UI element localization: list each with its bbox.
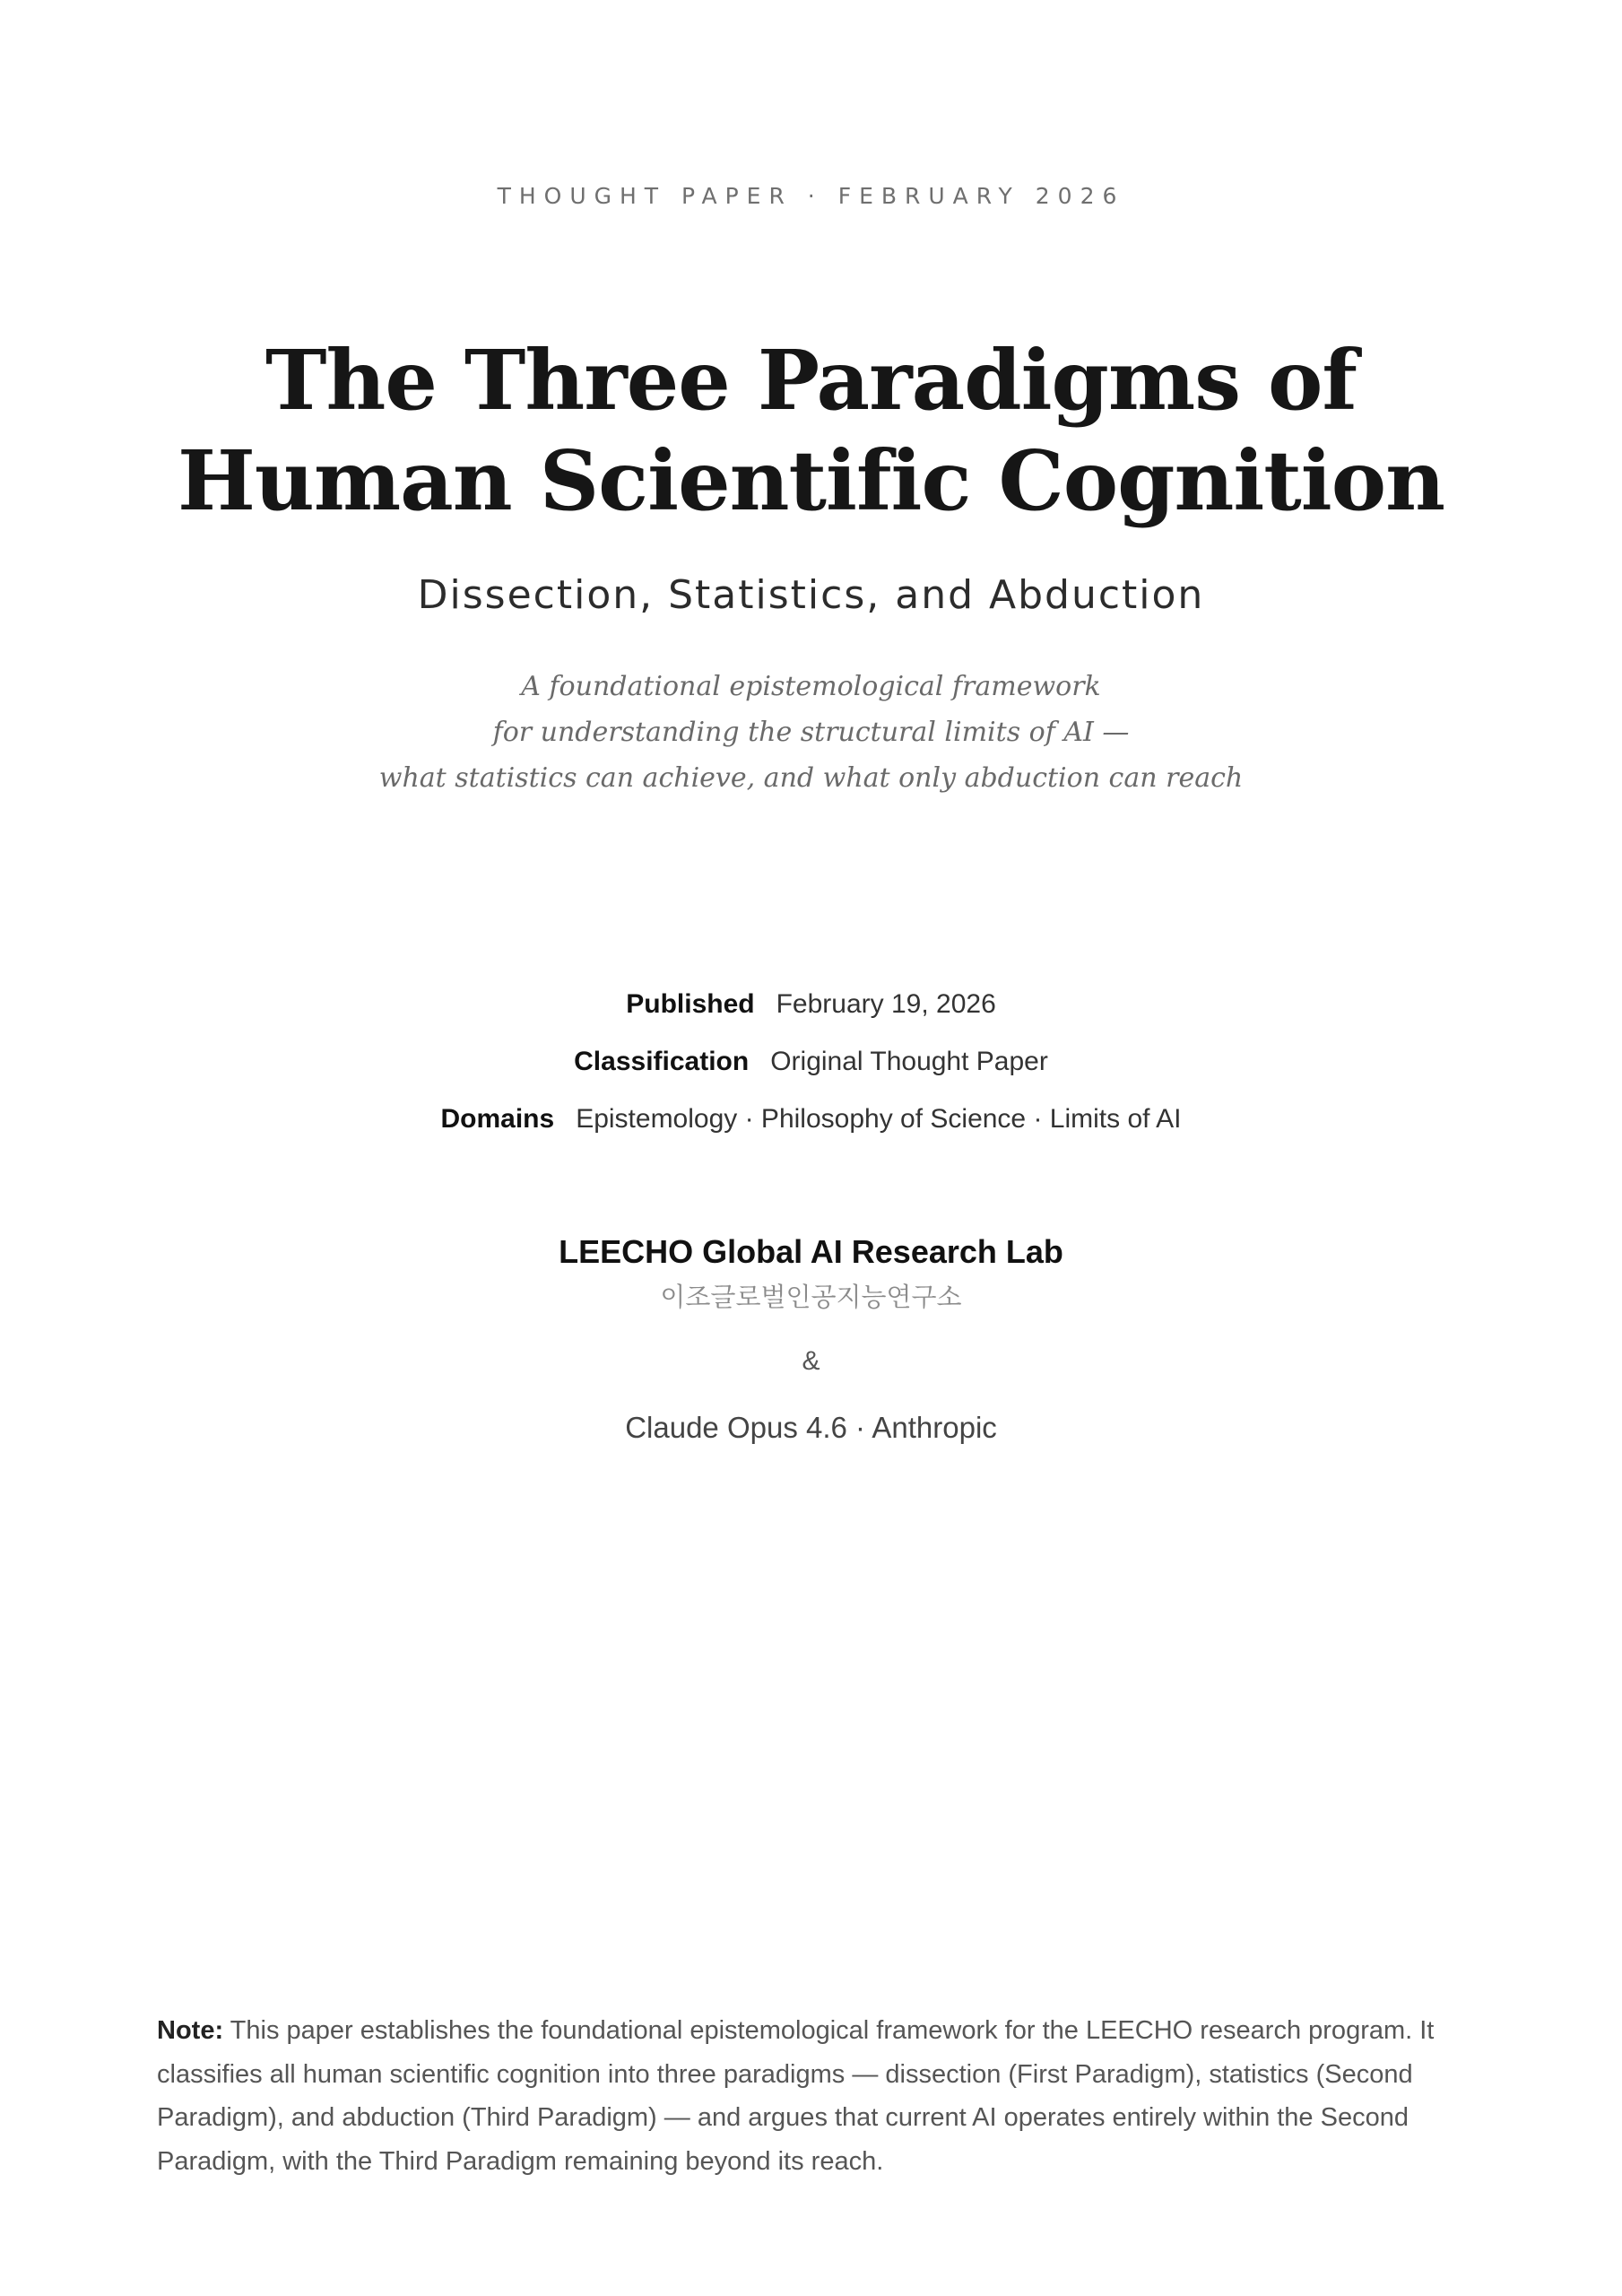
paper-metadata xyxy=(0,976,1622,1148)
collaborator-name: Claude Opus 4.6 · Anthropic xyxy=(625,1411,997,1444)
meta-label-classification: Classification xyxy=(574,1047,750,1076)
paper-kicker: THOUGHT PAPER · FEBRUARY 2026 xyxy=(497,183,1125,209)
paper-tagline xyxy=(0,664,1622,801)
tagline-line-2: for understanding the structural limits of AI — xyxy=(492,717,1130,748)
note-label: Note: xyxy=(157,2016,224,2045)
meta-row-published xyxy=(0,976,1622,1033)
meta-value-classification: Original Thought Paper xyxy=(770,1047,1048,1076)
paper-title xyxy=(0,330,1622,531)
meta-label-published: Published xyxy=(626,989,755,1019)
meta-row-classification xyxy=(0,1033,1622,1091)
author-ampersand: & xyxy=(802,1346,820,1376)
author-block xyxy=(0,1231,1622,1448)
paper-subtitle: Dissection, Statistics, and Abduction xyxy=(417,572,1205,618)
tagline-line-1: A foundational epistemological framework xyxy=(521,671,1101,702)
organization-name: LEECHO Global AI Research Lab xyxy=(559,1233,1063,1270)
meta-value-published: February 19, 2026 xyxy=(776,989,996,1019)
meta-row-domains xyxy=(0,1091,1622,1148)
paper-title-line-2: Human Scientific Cognition xyxy=(178,432,1444,529)
meta-label-domains: Domains xyxy=(440,1104,555,1134)
tagline-line-3: what statistics can achieve, and what only abduction can reach xyxy=(378,762,1244,794)
paper-title-line-1: The Three Paradigms of xyxy=(265,332,1357,429)
organization-korean-name: 이조글로벌인공지능연구소 xyxy=(660,1282,962,1312)
paper-note xyxy=(157,2009,1466,2183)
meta-value-domains: Epistemology · Philosophy of Science · Limits of AI xyxy=(576,1104,1182,1134)
note-text: This paper establishes the foundational epistemological framework for the LEECHO research program. It classifies all human scientific cognition into three paradigms — dissection (First Paradigm), statistics (Second Paradigm), and abduction (Third Paradigm) — and argues that current AI operates entirely within the Second Paradigm, with the Third Paradigm remaining beyond its reach. xyxy=(157,2016,1435,2176)
